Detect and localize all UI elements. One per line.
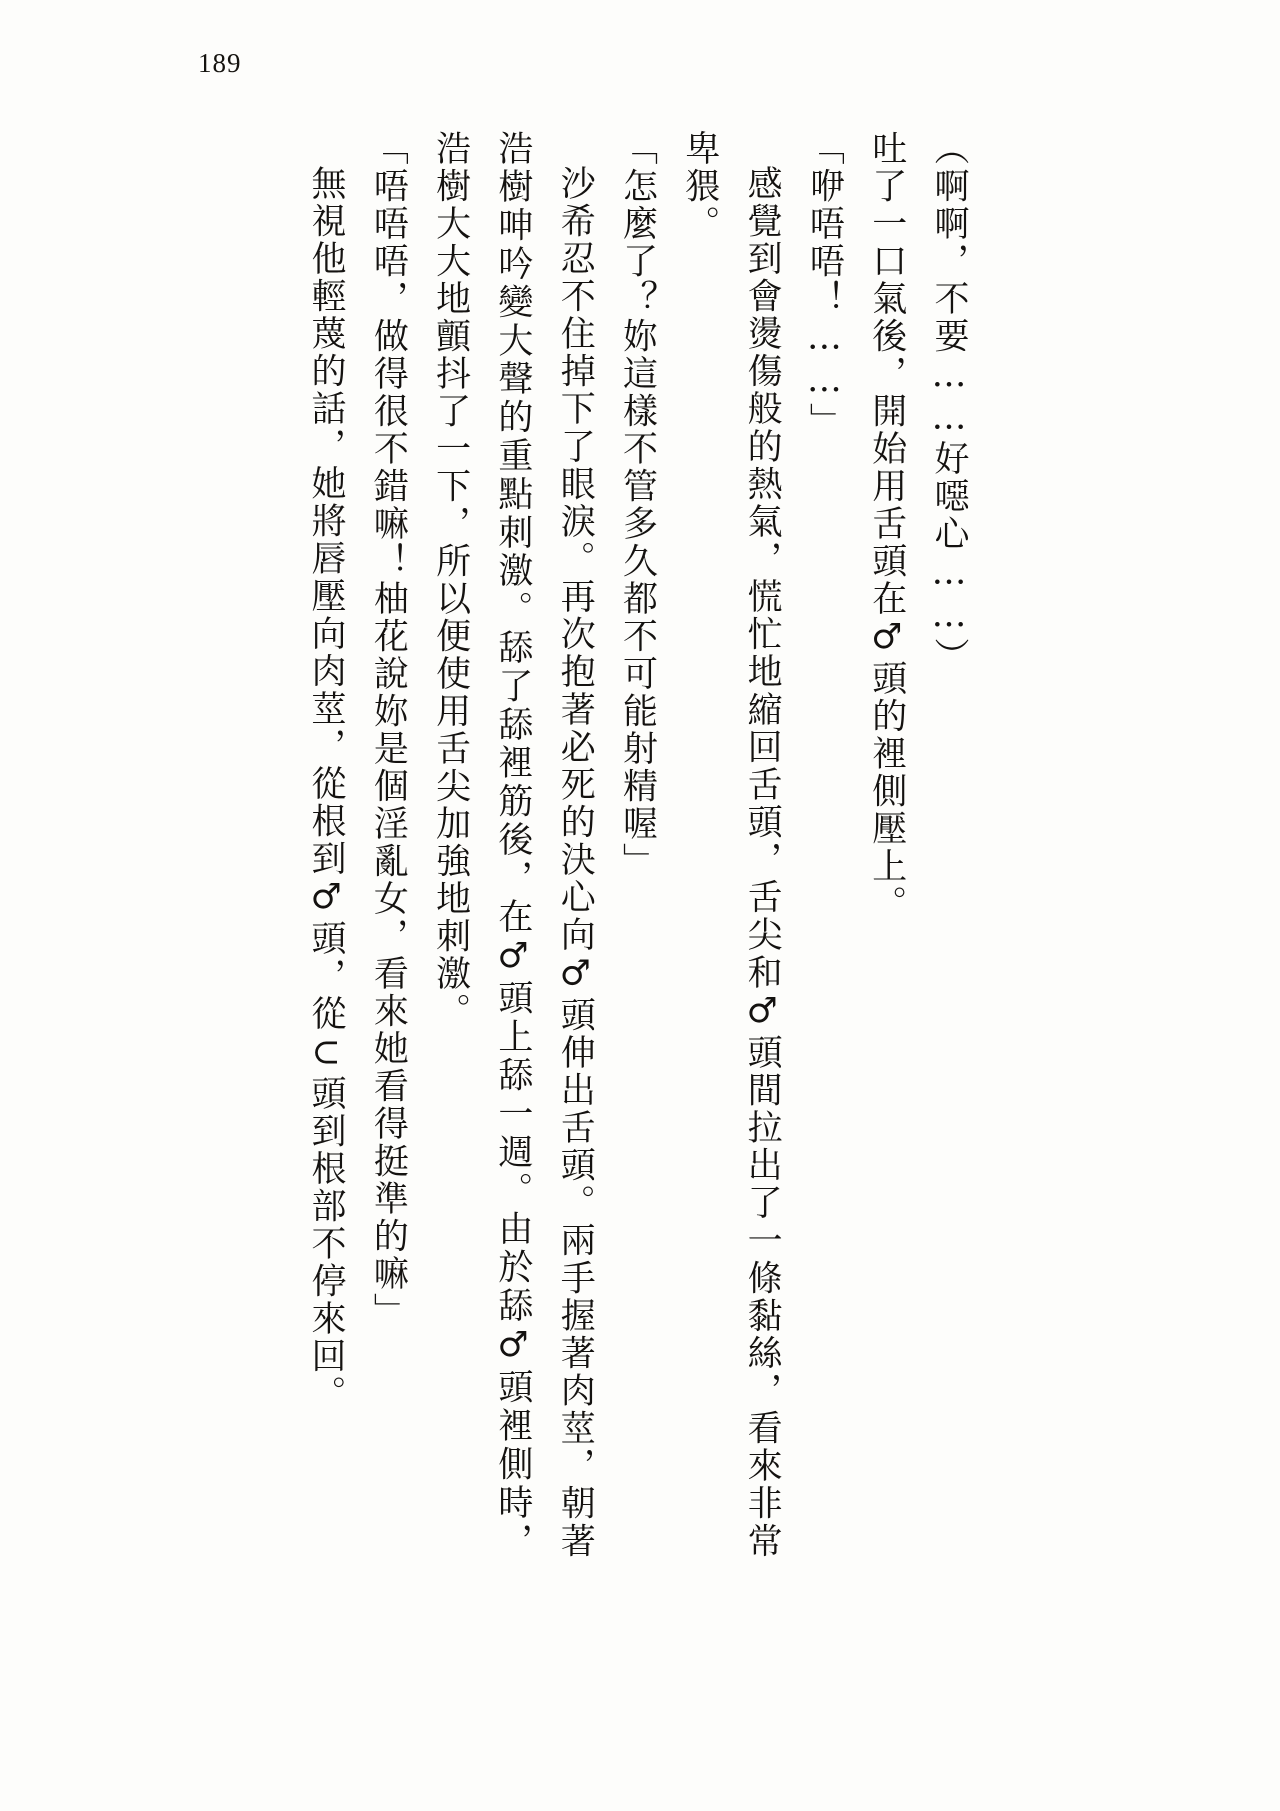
- paragraph: 吐了一口氣後，開始用舌頭在♂頭的裡側壓上。: [866, 130, 907, 923]
- page-number: 189: [198, 48, 242, 78]
- paragraph: 無視他輕蔑的話，她將唇壓向肉莖，從根到♂頭，從⊂頭到根部不停來回。: [306, 165, 347, 1413]
- paragraph: 「唔唔唔，做得很不錯嘛！柚花說妳是個淫亂女，看來她看得挺準的嘛」: [368, 130, 409, 1330]
- paragraph: 感覺到會燙傷般的熱氣，慌忙地縮回舌頭，舌尖和♂頭間拉出了一條黏絲，看來非常卑猥。: [679, 130, 783, 1560]
- page-body-text: [150, 130, 980, 1560]
- paragraph: 沙希忍不住掉下了眼淚。再次抱著必死的決心向♂頭伸出舌頭。兩手握著肉莖，朝著浩樹呻吟變大聲的重點刺激。舔了舔裡筋後，在♂頭上舔一週。由於舔♂頭裡側時，浩樹大大地顫抖了一下，所以便使用舌尖加強地刺激。: [430, 130, 596, 1560]
- paragraph: 「咿唔唔！……」: [804, 130, 845, 440]
- paragraph: 「怎麼了？妳這樣不管多久都不可能射精喔」: [617, 130, 658, 880]
- paragraph: （啊啊，不要……好噁心……）: [929, 130, 969, 675]
